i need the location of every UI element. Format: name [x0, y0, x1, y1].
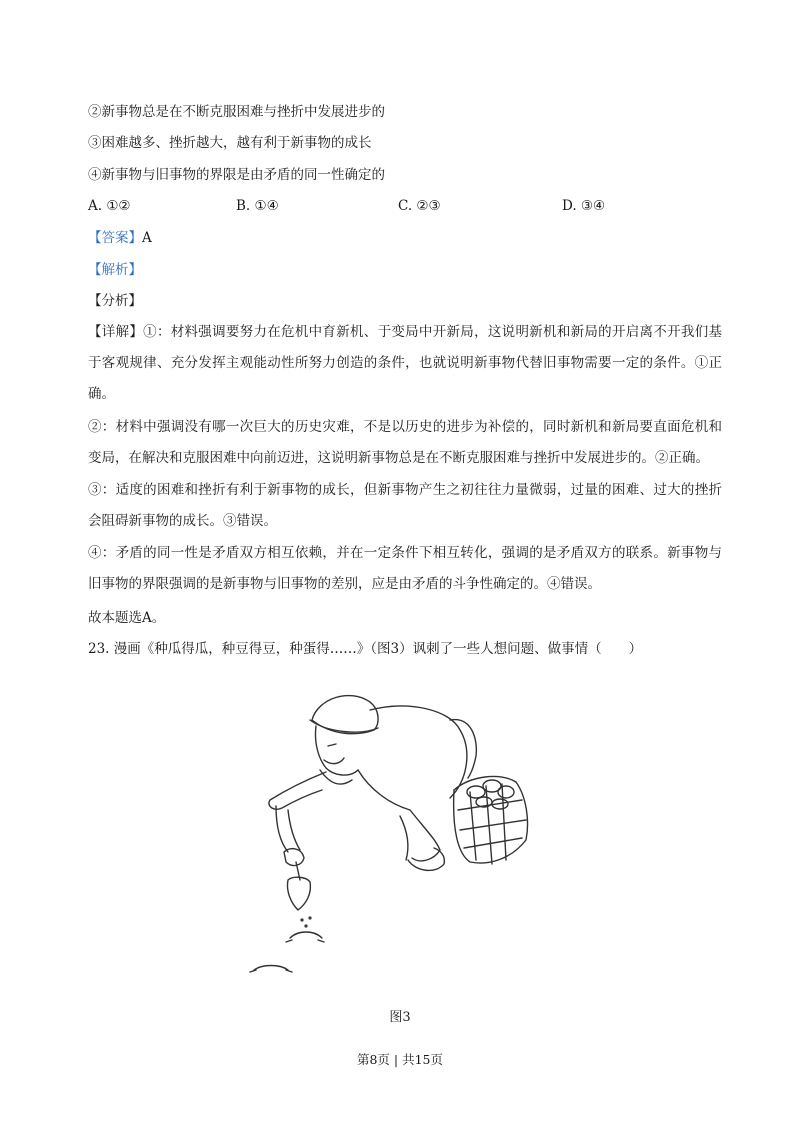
detail-paragraph-3: ③：适度的困难和挫折有利于新事物的成长，但新事物产生之初往往力量微弱，过量的困难、过大的挫折会阻碍新事物的成长。③错误。	[88, 482, 722, 529]
conclusion: 故本题选A。	[88, 610, 166, 626]
statement-2: ②新事物总是在不断克服困难与挫折中发展进步的	[88, 104, 385, 120]
page-footer: 第8页 | 共15页	[356, 1052, 444, 1067]
detail-paragraph-1: 【详解】①：材料强调要努力在危机中育新机、于变局中开新局，这说明新机和新局的开启离不开我们基于客观规律、充分发挥主观能动性所努力创造的条件，也就说明新事物代替旧事物需要一定的条件。①正确。	[88, 324, 722, 402]
cartoon-illustration	[240, 680, 560, 980]
answer-value: A	[142, 230, 152, 246]
arm	[269, 772, 326, 809]
option-a: A. ①②	[88, 198, 131, 214]
question-23: 23. 漫画《种瓜得瓜，种豆得豆，种蛋得……》（图3）讽刺了一些人想问题、做事情（ ）	[88, 641, 643, 657]
detail-paragraph-4: ④：矛盾的同一性是矛盾双方相互依赖，并在一定条件下相互转化，强调的是矛盾双方的联系。新事物与旧事物的界限强调的是新事物与旧事物的差别，应是由矛盾的斗争性确定的。④错误。	[88, 545, 722, 592]
answer-line	[88, 228, 152, 248]
analysis-label: 【解析】	[88, 262, 142, 278]
option-b: B. ①④	[236, 198, 279, 214]
answer-label: 【答案】	[88, 230, 142, 246]
figure-caption: 图3	[389, 1010, 411, 1025]
leg	[410, 810, 440, 861]
mound	[290, 932, 322, 938]
detail-paragraph-2: ②：材料中强调没有哪一次巨大的历史灾难，不是以历史的进步为补偿的，同时新机和新局要直面危机和变局，在解决和克服困难中向前迈进，这说明新事物总是在不断克服困难与挫折中发展进步的。②正确。	[88, 419, 722, 466]
option-c: C. ②③	[398, 198, 441, 214]
statement-4: ④新事物与旧事物的界限是由矛盾的同一性确定的	[88, 167, 385, 183]
fenxi-label: 【分析】	[88, 293, 142, 309]
option-d: D. ③④	[562, 198, 606, 214]
statement-3: ③困难越多、挫折越大，越有利于新事物的成长	[88, 135, 372, 151]
hat	[312, 696, 378, 734]
